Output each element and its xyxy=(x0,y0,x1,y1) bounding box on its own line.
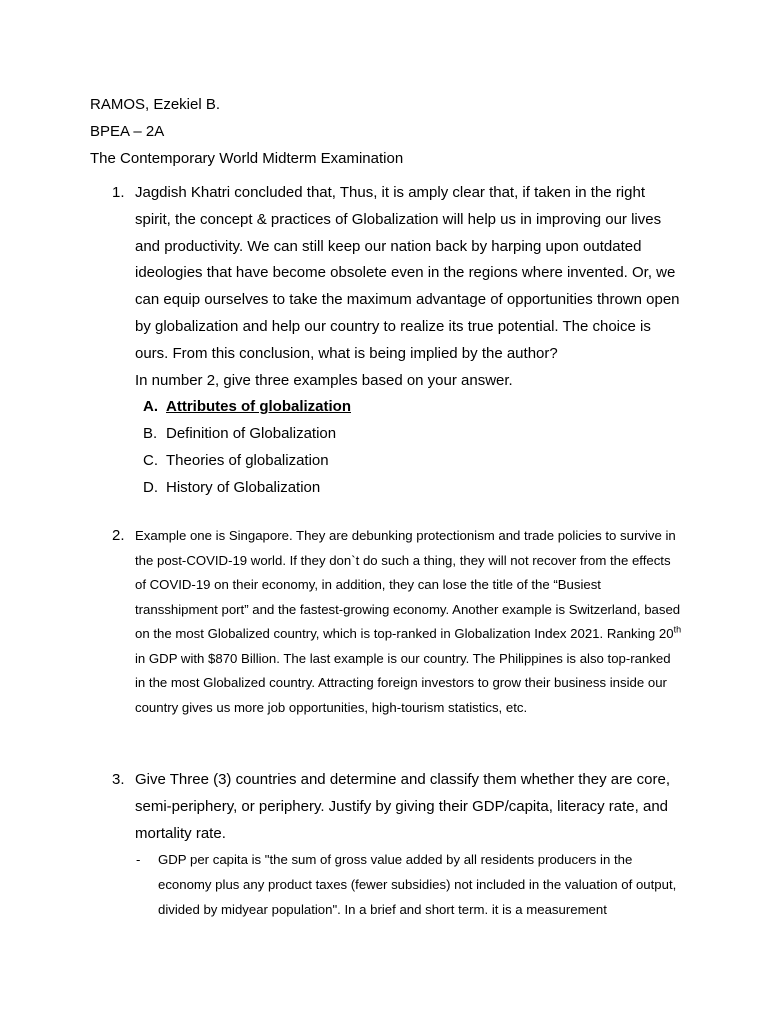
question-1-followup: In number 2, give three examples based on your answer. xyxy=(135,371,513,389)
option-c xyxy=(135,448,683,475)
question-1-number: 1. xyxy=(112,184,125,201)
option-letter: C. xyxy=(143,451,158,469)
student-section: BPEA – 2A xyxy=(90,123,165,140)
ordinal-superscript: th xyxy=(673,624,682,635)
option-letter: B. xyxy=(143,425,158,443)
answer-text-part-1: Example one is Singapore. They are debunking protectionism and trade policies to survive in the post-COVID-19 world. If they don`t do such a thing, they will not recover from the effects of COVID-19 on their economy, in addition, they can lose the title of the “Busiest transshipment port” and the fastest-growing economy. Another example is Switzerland, based on the most Globalized country, which is top-ranked in Globalization Index 2021. Ranking 20 xyxy=(135,528,681,641)
option-text: Theories of globalization xyxy=(166,451,329,469)
question-3-text: Give Three (3) countries and determine and classify them whether they are core, semi-periphery, or periphery. Justify by giving their GDP/capita, literacy rate, and mortality rate. xyxy=(135,771,670,842)
option-text: Definition of Globalization xyxy=(166,425,337,443)
question-2-answer xyxy=(135,524,683,720)
question-3-number: 3. xyxy=(112,771,125,788)
option-d xyxy=(135,475,683,502)
bullet-text: GDP per capita is "the sum of gross value added by all residents producers in the economy plus any product taxes (fewer subsidies) not included in the valuation of output, divided by midyear population". In a brief and short term. it is a measurement xyxy=(158,852,677,917)
option-text: Attributes of globalization xyxy=(166,398,351,416)
answer-options xyxy=(135,394,683,501)
document-header xyxy=(90,91,403,172)
option-a xyxy=(135,394,683,421)
question-1-text: Jagdish Khatri concluded that, Thus, it is amply clear that, if taken in the right spirit, the concept & practices of Globalization will help us in improving our lives and productivity. We can still keep our nation back by harping upon outdated ideologies that have become obsolete even in the regions where invented. Or, we can equip ourselves to take the maximum advantage of opportunities thrown open by globalization and help our country to realize its true potential. The choice is ours. From this conclusion, what is being implied by the author? xyxy=(135,184,680,362)
option-text: History of Globalization xyxy=(166,478,321,496)
answer-text-part-2: in GDP with $870 Billion. The last example is our country. The Philippines is also top-ranked in the most Globalized country. Attracting foreign investors to grow their business inside our country gives us more job opportunities, high-tourism statistics, etc. xyxy=(135,650,671,715)
option-letter: D. xyxy=(143,478,158,496)
exam-title: The Contemporary World Midterm Examination xyxy=(90,150,404,167)
option-letter: A. xyxy=(143,398,158,416)
student-name: RAMOS, Ezekiel B. xyxy=(90,96,221,113)
option-b xyxy=(135,421,683,448)
bullet-marker: - xyxy=(136,852,141,867)
question-2-number: 2. xyxy=(112,527,125,544)
